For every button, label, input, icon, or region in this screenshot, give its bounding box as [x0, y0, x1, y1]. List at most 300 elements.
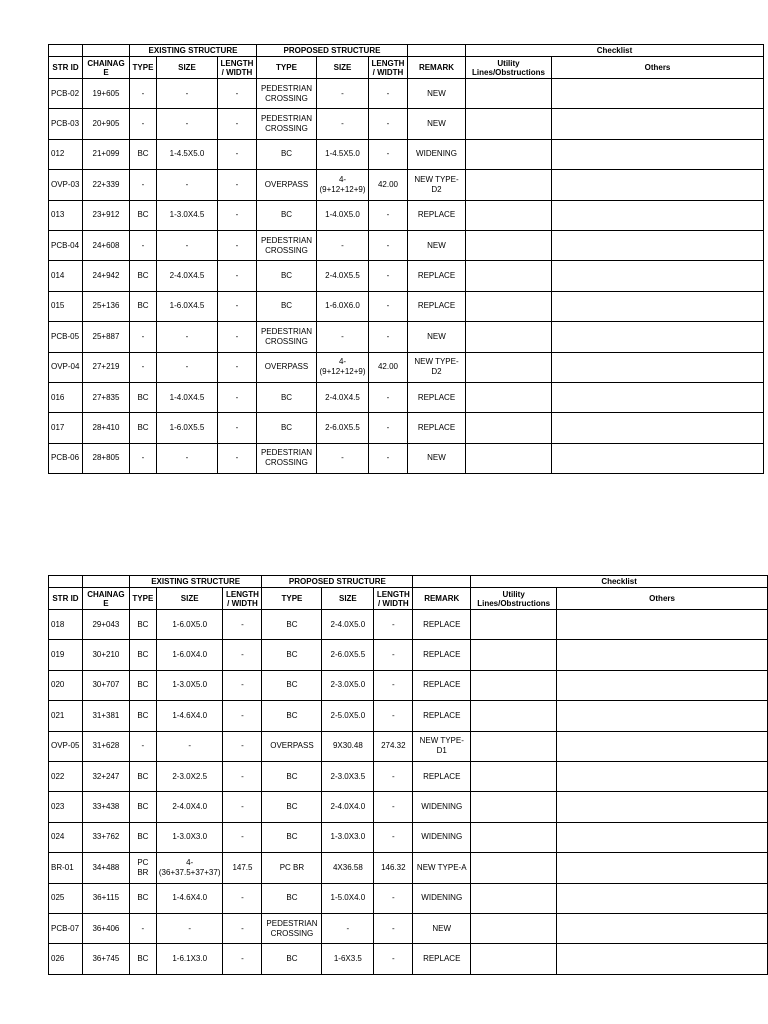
others-cell: [552, 170, 764, 200]
proposed-size-cell: 4-(9+12+12+9): [317, 170, 369, 200]
existing-length-cell: -: [223, 944, 262, 974]
proposed-size-cell: -: [317, 109, 369, 139]
existing-size-cell: 1-6.0X5.5: [157, 413, 218, 443]
proposed-type-cell: BC: [257, 382, 317, 412]
existing-size-cell: 1-6.0X5.0: [156, 610, 223, 640]
structure-table-2: [48, 575, 768, 975]
existing-size-cell: 1-4.0X4.5: [157, 382, 218, 412]
chainage-cell: 33+438: [82, 792, 129, 822]
others-cell: [557, 944, 768, 974]
chainage-cell: 36+745: [82, 944, 129, 974]
proposed-size-cell: 2-6.0X5.5: [317, 413, 369, 443]
existing-length-cell: -: [223, 883, 262, 913]
proposed-size-cell: 2-5.0X5.0: [322, 701, 374, 731]
chainage-cell: 28+805: [83, 443, 130, 473]
proposed-type-cell: PEDESTRIAN CROSSING: [257, 230, 317, 260]
existing-size-cell: 1-3.0X3.0: [156, 822, 223, 852]
existing-type-cell: BC: [129, 944, 156, 974]
proposed-type-cell: PEDESTRIAN CROSSING: [257, 109, 317, 139]
table-row: [49, 291, 764, 321]
others-cell: [552, 230, 764, 260]
table-row: [49, 443, 764, 473]
str-id-cell: OVP-05: [49, 731, 83, 761]
existing-length-cell: -: [218, 200, 257, 230]
others-cell: [557, 610, 768, 640]
proposed-size-cell: 2-3.0X3.5: [322, 761, 374, 791]
existing-length-cell: -: [218, 170, 257, 200]
proposed-size-cell: 2-4.0X5.5: [317, 261, 369, 291]
existing-structure-header: EXISTING STRUCTURE: [129, 576, 262, 588]
table-row: [49, 200, 764, 230]
proposed-length-cell: -: [374, 701, 413, 731]
proposed-type-cell: BC: [262, 701, 322, 731]
proposed-type-cell: PEDESTRIAN CROSSING: [257, 322, 317, 352]
existing-length-cell: -: [223, 610, 262, 640]
remark-cell: REPLACE: [408, 413, 466, 443]
proposed-length-cell: -: [369, 413, 408, 443]
existing-type-cell: -: [130, 109, 157, 139]
existing-type-cell: -: [130, 230, 157, 260]
proposed-length-cell: -: [369, 291, 408, 321]
existing-length-cell: -: [218, 352, 257, 382]
remark-cell: NEW: [413, 913, 471, 943]
proposed-size-cell: -: [322, 913, 374, 943]
existing-size-cell: 1-4.6X4.0: [156, 701, 223, 731]
utility-cell: [471, 610, 557, 640]
proposed-length-cell: -: [369, 79, 408, 109]
existing-size-cell: 1-6.0X4.0: [156, 640, 223, 670]
proposed-type-cell: BC: [257, 200, 317, 230]
remark-cell: REPLACE: [413, 701, 471, 731]
others-cell: [552, 139, 764, 169]
table-row: [49, 352, 764, 382]
existing-size-cell: -: [157, 322, 218, 352]
utility-cell: [471, 944, 557, 974]
others-cell: [552, 261, 764, 291]
others-cell: [552, 382, 764, 412]
remark-cell: NEW: [408, 79, 466, 109]
remark-cell: REPLACE: [408, 200, 466, 230]
table-row: [49, 883, 768, 913]
remark-cell: NEW TYPE-D2: [408, 352, 466, 382]
existing-size-cell: -: [156, 913, 223, 943]
str-id-cell: 015: [49, 291, 83, 321]
chainage-cell: 19+605: [83, 79, 130, 109]
existing-type-cell: BC: [129, 640, 156, 670]
str-id-cell: PCB-05: [49, 322, 83, 352]
table-row: [49, 761, 768, 791]
others-cell: [557, 640, 768, 670]
remark-cell: WIDENING: [413, 822, 471, 852]
others-cell: [557, 670, 768, 700]
existing-size-header: SIZE: [157, 57, 218, 79]
existing-type-cell: BC: [130, 291, 157, 321]
structure-table-1: [48, 44, 764, 474]
utility-cell: [471, 731, 557, 761]
table-row: [49, 731, 768, 761]
existing-length-cell: -: [218, 322, 257, 352]
proposed-size-cell: -: [317, 230, 369, 260]
proposed-length-cell: 42.00: [369, 352, 408, 382]
others-cell: [552, 109, 764, 139]
utility-cell: [471, 670, 557, 700]
existing-length-cell: -: [223, 701, 262, 731]
proposed-length-cell: -: [369, 443, 408, 473]
others-cell: [557, 731, 768, 761]
remark-cell: REPLACE: [408, 382, 466, 412]
proposed-type-header: TYPE: [262, 588, 322, 610]
proposed-type-cell: BC: [262, 640, 322, 670]
table-row: [49, 640, 768, 670]
utility-header: Utility Lines/Obstructions: [471, 588, 557, 610]
remark-cell: WIDENING: [413, 792, 471, 822]
str-id-cell: PCB-06: [49, 443, 83, 473]
utility-cell: [471, 792, 557, 822]
remark-header: REMARK: [408, 57, 466, 79]
existing-type-header: TYPE: [130, 57, 157, 79]
utility-cell: [471, 913, 557, 943]
str-id-cell: 013: [49, 200, 83, 230]
remark-header: REMARK: [413, 588, 471, 610]
existing-type-cell: -: [130, 170, 157, 200]
chainage-cell: 24+608: [83, 230, 130, 260]
proposed-type-cell: OVERPASS: [257, 352, 317, 382]
remark-cell: NEW TYPE-D1: [413, 731, 471, 761]
existing-size-cell: 1-3.0X5.0: [156, 670, 223, 700]
proposed-size-cell: 2-3.0X5.0: [322, 670, 374, 700]
chainage-cell: 25+136: [83, 291, 130, 321]
proposed-length-cell: -: [374, 792, 413, 822]
existing-type-cell: BC: [130, 200, 157, 230]
existing-length-cell: -: [223, 822, 262, 852]
str-id-header: STR ID: [49, 57, 83, 79]
remark-cell: NEW: [408, 109, 466, 139]
table-row: [49, 261, 764, 291]
proposed-length-cell: -: [374, 883, 413, 913]
checklist-header: Checklist: [471, 576, 768, 588]
existing-type-cell: BC: [129, 822, 156, 852]
existing-type-cell: -: [130, 443, 157, 473]
existing-type-cell: BC: [129, 883, 156, 913]
chainage-cell: 28+410: [83, 413, 130, 443]
chainage-cell: 27+835: [83, 382, 130, 412]
utility-cell: [471, 701, 557, 731]
chainage-cell: 25+887: [83, 322, 130, 352]
chainage-cell: 22+339: [83, 170, 130, 200]
proposed-type-cell: BC: [262, 761, 322, 791]
others-cell: [552, 322, 764, 352]
proposed-size-cell: -: [317, 443, 369, 473]
others-cell: [552, 79, 764, 109]
others-cell: [557, 761, 768, 791]
utility-cell: [466, 352, 552, 382]
proposed-type-cell: PEDESTRIAN CROSSING: [257, 443, 317, 473]
proposed-type-cell: PC BR: [262, 853, 322, 883]
blank-header-cell: [83, 45, 130, 57]
utility-cell: [466, 139, 552, 169]
chainage-cell: 29+043: [82, 610, 129, 640]
table-row: [49, 230, 764, 260]
existing-size-cell: -: [157, 79, 218, 109]
existing-length-cell: -: [218, 79, 257, 109]
utility-cell: [466, 443, 552, 473]
str-id-cell: 020: [49, 670, 83, 700]
existing-type-cell: BC: [130, 382, 157, 412]
existing-type-header: TYPE: [129, 588, 156, 610]
table-row: [49, 944, 768, 974]
str-id-cell: PCB-04: [49, 230, 83, 260]
proposed-size-cell: 1-4.0X5.0: [317, 200, 369, 230]
utility-cell: [471, 761, 557, 791]
blank-header-cell: [413, 576, 471, 588]
chainage-cell: 30+210: [82, 640, 129, 670]
utility-cell: [471, 822, 557, 852]
remark-cell: REPLACE: [413, 610, 471, 640]
existing-type-cell: BC: [129, 670, 156, 700]
utility-cell: [471, 883, 557, 913]
utility-cell: [466, 291, 552, 321]
existing-structure-header: EXISTING STRUCTURE: [130, 45, 257, 57]
utility-cell: [466, 382, 552, 412]
chainage-header: CHAINAG E: [83, 57, 130, 79]
proposed-length-cell: -: [369, 230, 408, 260]
existing-length-cell: -: [223, 761, 262, 791]
str-id-cell: PCB-02: [49, 79, 83, 109]
remark-cell: REPLACE: [413, 640, 471, 670]
table-row: [49, 413, 764, 443]
blank-header-cell: [49, 45, 83, 57]
existing-length-cell: -: [223, 670, 262, 700]
proposed-length-cell: -: [374, 761, 413, 791]
str-id-cell: OVP-04: [49, 352, 83, 382]
others-cell: [552, 200, 764, 230]
existing-size-cell: -: [157, 170, 218, 200]
proposed-size-cell: -: [317, 79, 369, 109]
chainage-cell: 36+406: [82, 913, 129, 943]
proposed-length-header: LENGTH / WIDTH: [374, 588, 413, 610]
proposed-type-cell: BC: [257, 413, 317, 443]
existing-size-cell: 4-(36+37.5+37+37): [156, 853, 223, 883]
blank-header-cell: [49, 576, 83, 588]
others-cell: [557, 822, 768, 852]
existing-length-cell: -: [218, 139, 257, 169]
proposed-length-cell: -: [369, 109, 408, 139]
proposed-length-cell: -: [374, 944, 413, 974]
utility-cell: [466, 200, 552, 230]
proposed-length-cell: -: [374, 610, 413, 640]
str-id-cell: 016: [49, 382, 83, 412]
others-cell: [557, 701, 768, 731]
others-cell: [557, 913, 768, 943]
table-row: [49, 822, 768, 852]
existing-type-cell: -: [130, 322, 157, 352]
str-id-cell: 025: [49, 883, 83, 913]
proposed-length-cell: -: [374, 913, 413, 943]
existing-size-cell: 2-3.0X2.5: [156, 761, 223, 791]
proposed-type-header: TYPE: [257, 57, 317, 79]
checklist-header: Checklist: [466, 45, 764, 57]
remark-cell: NEW: [408, 230, 466, 260]
proposed-size-cell: -: [317, 322, 369, 352]
existing-size-cell: 1-4.5X5.0: [157, 139, 218, 169]
proposed-size-cell: 2-4.0X4.0: [322, 792, 374, 822]
remark-cell: NEW: [408, 322, 466, 352]
utility-header: Utility Lines/Obstructions: [466, 57, 552, 79]
existing-size-header: SIZE: [156, 588, 223, 610]
proposed-length-header: LENGTH / WIDTH: [369, 57, 408, 79]
table-row: [49, 853, 768, 883]
chainage-cell: 27+219: [83, 352, 130, 382]
proposed-size-cell: 4X36.58: [322, 853, 374, 883]
existing-size-cell: 2-4.0X4.0: [156, 792, 223, 822]
proposed-length-cell: -: [374, 822, 413, 852]
proposed-type-cell: BC: [257, 291, 317, 321]
table-row: [49, 701, 768, 731]
chainage-cell: 33+762: [82, 822, 129, 852]
proposed-type-cell: BC: [262, 944, 322, 974]
str-id-cell: 019: [49, 640, 83, 670]
existing-length-cell: -: [218, 291, 257, 321]
proposed-length-cell: -: [369, 382, 408, 412]
proposed-type-cell: PEDESTRIAN CROSSING: [262, 913, 322, 943]
existing-size-cell: 1-4.6X4.0: [156, 883, 223, 913]
proposed-type-cell: BC: [257, 139, 317, 169]
utility-cell: [466, 261, 552, 291]
existing-length-cell: -: [218, 443, 257, 473]
existing-size-cell: -: [157, 352, 218, 382]
others-cell: [552, 413, 764, 443]
existing-type-cell: -: [130, 352, 157, 382]
utility-cell: [471, 640, 557, 670]
str-id-cell: 017: [49, 413, 83, 443]
proposed-length-cell: 42.00: [369, 170, 408, 200]
table-row: [49, 322, 764, 352]
remark-cell: NEW TYPE-A: [413, 853, 471, 883]
remark-cell: NEW TYPE-D2: [408, 170, 466, 200]
remark-cell: WIDENING: [408, 139, 466, 169]
existing-length-cell: -: [218, 261, 257, 291]
proposed-type-cell: BC: [257, 261, 317, 291]
existing-type-cell: PC BR: [129, 853, 156, 883]
str-id-cell: 021: [49, 701, 83, 731]
chainage-cell: 34+488: [82, 853, 129, 883]
existing-type-cell: -: [130, 79, 157, 109]
existing-length-header: LENGTH / WIDTH: [218, 57, 257, 79]
table-row: [49, 139, 764, 169]
proposed-length-cell: 146.32: [374, 853, 413, 883]
existing-size-cell: -: [156, 731, 223, 761]
existing-type-cell: BC: [129, 610, 156, 640]
proposed-type-cell: OVERPASS: [257, 170, 317, 200]
existing-size-cell: 2-4.0X4.5: [157, 261, 218, 291]
existing-type-cell: BC: [130, 261, 157, 291]
proposed-type-cell: BC: [262, 792, 322, 822]
existing-size-cell: -: [157, 109, 218, 139]
existing-length-cell: -: [218, 109, 257, 139]
table-row: [49, 79, 764, 109]
remark-cell: REPLACE: [413, 944, 471, 974]
str-id-cell: BR-01: [49, 853, 83, 883]
existing-size-cell: 1-6.0X4.5: [157, 291, 218, 321]
proposed-size-cell: 1-6.0X6.0: [317, 291, 369, 321]
str-id-cell: PCB-03: [49, 109, 83, 139]
others-cell: [557, 883, 768, 913]
others-header: Others: [557, 588, 768, 610]
chainage-cell: 21+099: [83, 139, 130, 169]
str-id-cell: 018: [49, 610, 83, 640]
others-cell: [557, 853, 768, 883]
table-row: [49, 170, 764, 200]
existing-type-cell: BC: [130, 413, 157, 443]
proposed-size-cell: 1-4.5X5.0: [317, 139, 369, 169]
proposed-size-header: SIZE: [317, 57, 369, 79]
remark-cell: REPLACE: [413, 670, 471, 700]
existing-type-cell: BC: [129, 761, 156, 791]
proposed-length-cell: 274.32: [374, 731, 413, 761]
proposed-length-cell: -: [369, 200, 408, 230]
remark-cell: REPLACE: [408, 261, 466, 291]
chainage-cell: 20+905: [83, 109, 130, 139]
others-cell: [552, 352, 764, 382]
chainage-header: CHAINAG E: [82, 588, 129, 610]
utility-cell: [466, 230, 552, 260]
proposed-size-cell: 9X30.48: [322, 731, 374, 761]
existing-type-cell: BC: [130, 139, 157, 169]
proposed-length-cell: -: [369, 261, 408, 291]
utility-cell: [471, 853, 557, 883]
str-id-cell: 024: [49, 822, 83, 852]
existing-size-cell: -: [157, 230, 218, 260]
proposed-length-cell: -: [374, 670, 413, 700]
existing-size-cell: -: [157, 443, 218, 473]
proposed-type-cell: PEDESTRIAN CROSSING: [257, 79, 317, 109]
proposed-size-cell: 2-4.0X5.0: [322, 610, 374, 640]
chainage-cell: 36+115: [82, 883, 129, 913]
str-id-cell: 026: [49, 944, 83, 974]
proposed-size-cell: 2-4.0X4.5: [317, 382, 369, 412]
existing-length-cell: -: [218, 230, 257, 260]
blank-header-cell: [408, 45, 466, 57]
blank-header-cell: [82, 576, 129, 588]
remark-cell: REPLACE: [408, 291, 466, 321]
proposed-type-cell: OVERPASS: [262, 731, 322, 761]
proposed-type-cell: BC: [262, 822, 322, 852]
proposed-size-cell: 2-6.0X5.5: [322, 640, 374, 670]
existing-type-cell: BC: [129, 792, 156, 822]
existing-type-cell: -: [129, 731, 156, 761]
proposed-length-cell: -: [369, 139, 408, 169]
proposed-length-cell: -: [374, 640, 413, 670]
proposed-size-header: SIZE: [322, 588, 374, 610]
remark-cell: WIDENING: [413, 883, 471, 913]
existing-length-header: LENGTH / WIDTH: [223, 588, 262, 610]
str-id-cell: 022: [49, 761, 83, 791]
existing-length-cell: -: [223, 731, 262, 761]
str-id-cell: OVP-03: [49, 170, 83, 200]
chainage-cell: 30+707: [82, 670, 129, 700]
utility-cell: [466, 413, 552, 443]
proposed-size-cell: 1-3.0X3.0: [322, 822, 374, 852]
others-cell: [557, 792, 768, 822]
chainage-cell: 24+942: [83, 261, 130, 291]
chainage-cell: 23+912: [83, 200, 130, 230]
others-header: Others: [552, 57, 764, 79]
str-id-header: STR ID: [49, 588, 83, 610]
table-row: [49, 792, 768, 822]
existing-length-cell: -: [218, 382, 257, 412]
proposed-type-cell: BC: [262, 670, 322, 700]
table-row: [49, 670, 768, 700]
